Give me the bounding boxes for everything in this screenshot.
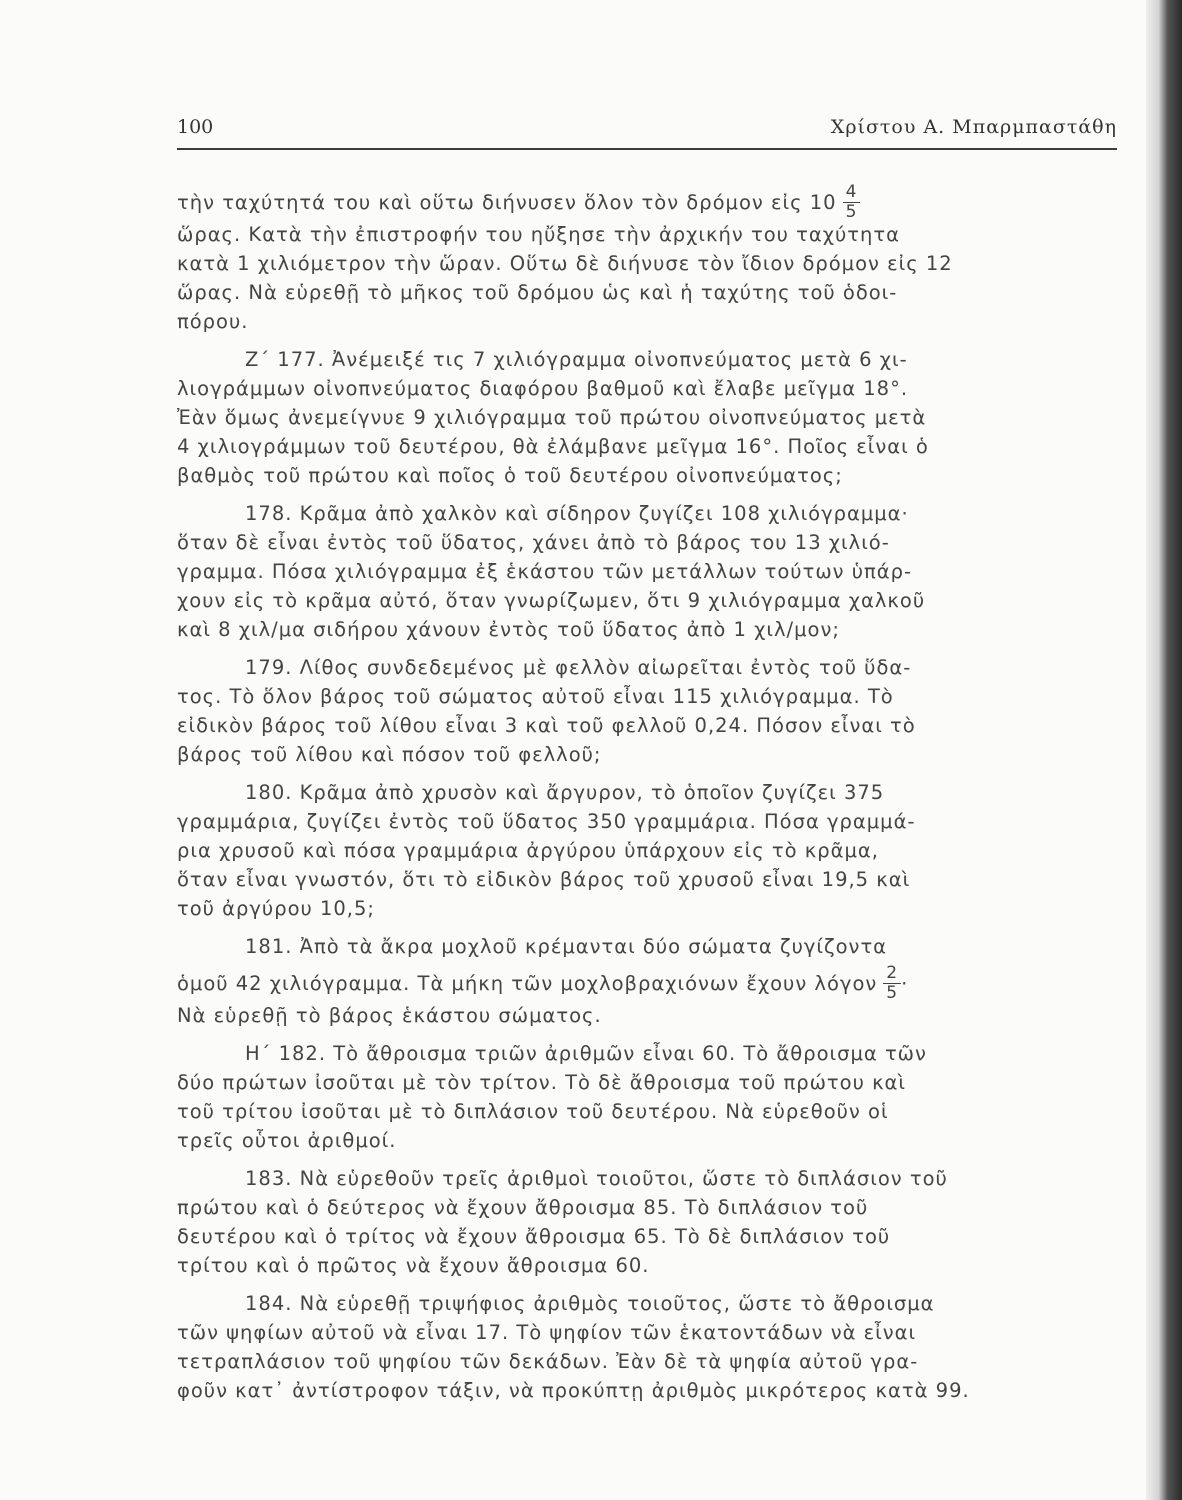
text-line: βαθμὸς τοῦ πρώτου καὶ ποῖος ὁ τοῦ δευτέρου οἰνοπνεύματος;: [177, 464, 843, 487]
text-line: [177, 180, 1127, 220]
text-line: δευτέρου καὶ ὁ τρίτος νὰ ἔχουν ἄθροισμα 65. Τὸ δὲ διπλάσιον τοῦ: [177, 1225, 891, 1248]
text-line: βάρος τοῦ λίθου καὶ πόσον τοῦ φελλοῦ;: [177, 743, 602, 766]
text-line: τρίτου καὶ ὁ πρῶτος νὰ ἔχουν ἄθροισμα 60.: [177, 1254, 650, 1277]
problem-184-start: 184. Νὰ εὑρεθῇ τριψήφιος ἀριθμὸς τοιοῦτος, ὥστε τὸ ἄθροισμα: [245, 1292, 935, 1315]
text-line: ὥρας. Νὰ εὑρεθῇ τὸ μῆκος τοῦ δρόμου ὡς καὶ ἡ ταχύτης τοῦ ὁδοι-: [177, 281, 898, 304]
text-line: τος. Τὸ ὅλον βάρος τοῦ σώματος αὐτοῦ εἶναι 115 χιλιόγραμμα. Τὸ: [177, 685, 894, 708]
text-line: πρώτου καὶ ὁ δεύτερος νὰ ἔχουν ἄθροισμα 85. Τὸ διπλάσιον τοῦ: [177, 1196, 869, 1219]
text-line: χουν εἰς τὸ κρᾶμα αὐτό, ὅταν γνωρίζωμεν, ὅτι 9 χιλιόγραμμα χαλκοῦ: [177, 589, 926, 612]
page-header: [177, 112, 1117, 150]
text-line: πόρου.: [177, 310, 249, 333]
fraction-denominator: 5: [843, 202, 861, 220]
problem-179-start: 179. Λίθος συνδεδεμένος μὲ φελλὸν αἰωρεῖται ἐντὸς τοῦ ὕδα-: [245, 656, 912, 679]
text-line: 4 χιλιογράμμων τοῦ δευτέρου, θὰ ἐλάμβανε μεῖγμα 16°. Ποῖος εἶναι ὁ: [177, 435, 929, 458]
text-line: φοῦν κατ᾿ ἀντίστροφον τάξιν, νὰ προκύπτῃ ἀριθμὸς μικρότερος κατὰ 99.: [177, 1379, 970, 1402]
fraction-numerator: 2: [886, 962, 899, 983]
text-line: γραμμάρια, ζυγίζει ἐντὸς τοῦ ὕδατος 350 γραμμάρια. Πόσα γραμμά-: [177, 810, 916, 833]
fraction: [883, 964, 901, 1001]
page-number: 100: [177, 116, 214, 138]
problem-182-start: Η΄ 182. Τὸ ἄθροισμα τριῶν ἀριθμῶν εἶναι 60. Τὸ ἄθροισμα τῶν: [245, 1042, 927, 1065]
text-line: ὅταν δὲ εἶναι ἐντὸς τοῦ ὕδατος, χάνει ἀπὸ τὸ βάρος του 13 χιλιό-: [177, 531, 890, 554]
text-line: εἰδικὸν βάρος τοῦ λίθου εἶναι 3 καὶ τοῦ φελλοῦ 0,24. Πόσον εἶναι τὸ: [177, 714, 916, 737]
fraction-denominator: 5: [883, 983, 901, 1001]
line-text: τὴν ταχύτητά του καὶ οὕτω διήνυσεν ὅλον τὸν δρόμον εἰς 10: [177, 191, 837, 214]
text-line: καὶ 8 χιλ/μα σιδήρου χάνουν ἐντὸς τοῦ ὕδατος ἀπὸ 1 χιλ/μον;: [177, 618, 840, 641]
problem-180-start: 180. Κρᾶμα ἀπὸ χρυσὸν καὶ ἄργυρον, τὸ ὁποῖον ζυγίζει 375: [245, 781, 885, 804]
text-line: ρια χρυσοῦ καὶ πόσα γραμμάρια ἀργύρου ὑπάρχουν εἰς τὸ κρᾶμα,: [177, 839, 879, 862]
text-line: ὥρας. Κατὰ τὴν ἐπιστροφήν του ηὔξησε τὴν ἀρχικήν του ταχύτητα: [177, 223, 900, 246]
text-line: γραμμα. Πόσα χιλιόγραμμα ἐξ ἑκάστου τῶν μετάλλων τούτων ὑπάρ-: [177, 560, 913, 583]
problem-177-start: Ζ΄ 177. Ἀνέμειξέ τις 7 χιλιόγραμμα οἰνοπνεύματος μετὰ 6 χι-: [245, 348, 908, 371]
text-line: κατὰ 1 χιλιόμετρον τὴν ὥραν. Οὕτω δὲ διήνυσε τὸν ἴδιον δρόμον εἰς 12: [177, 252, 953, 275]
text-line: τετραπλάσιον τοῦ ψηφίου τῶν δεκάδων. Ἐὰν δὲ τὰ ψηφία αὐτοῦ γρα-: [177, 1350, 919, 1373]
text-line: τοῦ τρίτου ἰσοῦται μὲ τὸ διπλάσιον τοῦ δευτέρου. Νὰ εὑρεθοῦν οἱ: [177, 1100, 889, 1123]
problem-183-start: 183. Νὰ εὑρεθοῦν τρεῖς ἀριθμοὶ τοιοῦτοι, ὥστε τὸ διπλάσιον τοῦ: [245, 1167, 948, 1190]
problem-178-start: 178. Κρᾶμα ἀπὸ χαλκὸν καὶ σίδηρον ζυγίζει 108 χιλιόγραμμα·: [245, 502, 909, 525]
body-text: [177, 180, 1127, 1405]
fraction-numerator: 4: [845, 181, 858, 202]
text-line: λιογράμμων οἰνοπνεύματος διαφόρου βαθμοῦ καὶ ἔλαβε μεῖγμα 18°.: [177, 377, 909, 400]
problem-181-start: 181. Ἀπὸ τὰ ἄκρα μοχλοῦ κρέμανται δύο σώματα ζυγίζοντα: [245, 935, 888, 958]
fraction: [843, 183, 861, 220]
line-end-punctuation: ·: [901, 972, 909, 995]
page-edge-shadow: [1146, 0, 1182, 1500]
running-head: Χρίστου Α. Μπαρμπαστάθη: [830, 116, 1117, 138]
text-line: Ἐὰν ὅμως ἀνεμείγνυε 9 χιλιόγραμμα τοῦ πρώτου οἰνοπνεύματος μετὰ: [177, 406, 927, 429]
text-line: [177, 961, 1127, 1001]
text-line: τοῦ ἀργύρου 10,5;: [177, 897, 375, 920]
line-text: ὁμοῦ 42 χιλιόγραμμα. Τὰ μήκη τῶν μοχλοβραχιόνων ἔχουν λόγον: [177, 972, 878, 995]
text-line: Νὰ εὑρεθῇ τὸ βάρος ἑκάστου σώματος.: [177, 1004, 602, 1027]
text-line: δύο πρώτων ἰσοῦται μὲ τὸν τρίτον. Τὸ δὲ ἄθροισμα τοῦ πρώτου καὶ: [177, 1071, 907, 1094]
text-line: τρεῖς οὗτοι ἀριθμοί.: [177, 1129, 397, 1152]
text-line: τῶν ψηφίων αὐτοῦ νὰ εἶναι 17. Τὸ ψηφίον τῶν ἑκατοντάδων νὰ εἶναι: [177, 1321, 917, 1344]
text-line: ὅταν εἶναι γνωστόν, ὅτι τὸ εἰδικὸν βάρος τοῦ χρυσοῦ εἶναι 19,5 καὶ: [177, 868, 911, 891]
